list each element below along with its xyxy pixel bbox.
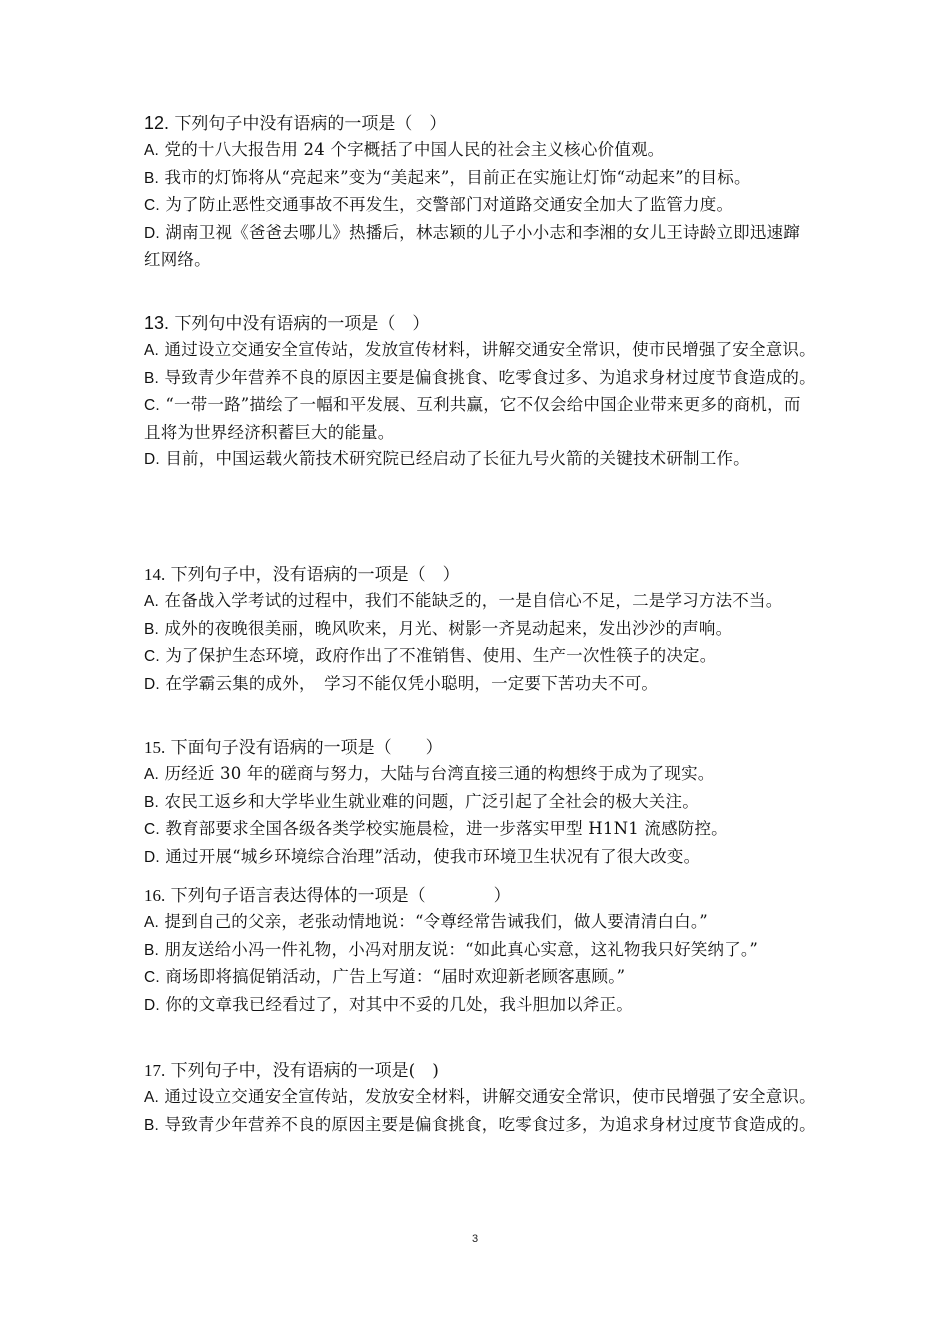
option-d xyxy=(144,446,816,474)
question-number: 15. xyxy=(144,738,166,757)
option-d xyxy=(144,992,816,1020)
question-title xyxy=(144,883,816,909)
question-12 xyxy=(144,110,816,274)
option-b xyxy=(144,1112,816,1140)
option-text: 成外的夜晚很美丽，晚风吹来，月光、树影一齐晃动起来，发出沙沙的声响。 xyxy=(164,618,733,638)
option-text: 历经近 30 年的磋商与努力，大陆与台湾直接三通的构想终于成为了现实。 xyxy=(164,764,715,783)
option-a xyxy=(144,1084,816,1112)
option-d xyxy=(144,220,816,274)
question-17 xyxy=(144,1058,816,1139)
option-text: 教育部要求全国各级各类学校实施晨检，进一步落实甲型 H1N1 流感防控。 xyxy=(165,819,728,838)
option-b xyxy=(144,789,816,817)
option-label: B. xyxy=(144,169,160,187)
option-text: “一带一路”描绘了一幅和平发展、互利共赢，它不仅会给中国企业带来更多的商机，而且将为世界经济积蓄巨大的能量。 xyxy=(144,395,801,442)
question-prompt: 下列句子语言表达得体的一项是（ ） xyxy=(170,886,511,906)
question-prompt: 下列句子中，没有语病的一项是（ ） xyxy=(170,565,460,585)
option-a xyxy=(144,909,816,937)
question-title xyxy=(144,310,816,337)
question-title xyxy=(144,562,816,588)
page-number: 3 xyxy=(471,1233,479,1245)
option-text: 商场即将搞促销活动，广告上写道：“届时欢迎新老顾客惠顾。” xyxy=(165,967,626,986)
option-label: D. xyxy=(144,451,160,468)
option-label: C. xyxy=(144,969,160,986)
option-label: B. xyxy=(144,941,160,959)
option-label: A. xyxy=(144,142,160,159)
option-label: B. xyxy=(144,369,160,387)
option-label: D. xyxy=(144,224,160,242)
option-label: A. xyxy=(144,342,160,359)
option-text: 导致青少年营养不良的原因主要是偏食挑食，吃零食过多，为追求身材过度节食造成的。 xyxy=(164,1114,816,1134)
option-a xyxy=(144,137,816,165)
option-label: C. xyxy=(144,397,160,414)
option-label: A. xyxy=(144,1089,160,1106)
question-title xyxy=(144,735,816,761)
option-a xyxy=(144,337,816,365)
question-prompt: 下列句中没有语病的一项是（ ） xyxy=(174,314,430,334)
question-number: 16. xyxy=(144,886,166,905)
option-text: 目前，中国运载火箭技术研究院已经启动了长征九号火箭的关键技术研制工作。 xyxy=(165,449,750,468)
option-text: 通过设立交通安全宣传站，发放宣传材料，讲解交通安全常识，使市民增强了安全意识。 xyxy=(164,340,816,359)
option-text: 通过设立交通安全宣传站，发放安全材料，讲解交通安全常识，使市民增强了安全意识。 xyxy=(164,1087,816,1106)
question-13 xyxy=(144,310,816,474)
question-prompt: 下面句子没有语病的一项是（ ） xyxy=(170,738,443,758)
option-a xyxy=(144,761,816,789)
option-b xyxy=(144,937,816,965)
option-text: 湖南卫视《爸爸去哪儿》热播后，林志颖的儿子小小志和李湘的女儿王诗龄立即迅速蹿红网络。 xyxy=(144,222,800,269)
option-label: C. xyxy=(144,648,160,665)
question-number: 17. xyxy=(144,1061,166,1080)
option-c xyxy=(144,964,816,992)
option-label: D. xyxy=(144,848,160,866)
option-text: 党的十八大报告用 24 个字概括了中国人民的社会主义核心价值观。 xyxy=(164,140,665,159)
question-15 xyxy=(144,735,816,871)
question-number: 14. xyxy=(144,565,166,584)
option-text: 农民工返乡和大学毕业生就业难的问题，广泛引起了全社会的极大关注。 xyxy=(164,791,699,811)
option-text: 我市的灯饰将从“亮起来”变为“美起来”，目前正在实施让灯饰“动起来”的目标。 xyxy=(164,167,751,187)
option-text: 在备战入学考试的过程中，我们不能缺乏的，一是自信心不足，二是学习方法不当。 xyxy=(164,591,783,610)
option-text: 朋友送给小冯一件礼物，小冯对朋友说：“如此真心实意，这礼物我只好笑纳了。” xyxy=(164,939,759,959)
option-text: 你的文章我已经看过了，对其中不妥的几处，我斗胆加以斧正。 xyxy=(165,994,633,1014)
option-b xyxy=(144,365,816,393)
option-c xyxy=(144,643,816,671)
option-label: C. xyxy=(144,821,160,838)
option-a xyxy=(144,588,816,616)
option-label: A. xyxy=(144,593,160,610)
question-prompt: 下列句子中，没有语病的一项是( ) xyxy=(170,1061,439,1081)
option-b xyxy=(144,616,816,644)
option-text: 为了防止恶性交通事故不再发生，交警部门对道路交通安全加大了监管力度。 xyxy=(165,195,734,214)
option-label: B. xyxy=(144,1116,160,1134)
option-text: 为了保护生态环境，政府作出了不准销售、使用、生产一次性筷子的决定。 xyxy=(165,646,717,665)
question-title xyxy=(144,1058,816,1084)
option-text: 通过开展“城乡环境综合治理”活动，使我市环境卫生状况有了很大改变。 xyxy=(165,846,701,866)
option-text: 导致青少年营养不良的原因主要是偏食挑食、吃零食过多、为追求身材过度节食造成的。 xyxy=(164,367,816,387)
option-label: B. xyxy=(144,793,160,811)
option-label: D. xyxy=(144,675,160,693)
option-c xyxy=(144,192,816,220)
option-c xyxy=(144,816,816,844)
option-label: B. xyxy=(144,620,160,638)
question-16 xyxy=(144,883,816,1019)
option-text: 在学霸云集的成外， 学习不能仅凭小聪明，一定要下苦功夫不可。 xyxy=(165,673,659,693)
question-title xyxy=(144,110,816,137)
option-label: D. xyxy=(144,996,160,1014)
option-d xyxy=(144,844,816,872)
option-text: 提到自己的父亲，老张动情地说：“令尊经常告诫我们，做人要清清白白。” xyxy=(164,912,708,931)
option-label: A. xyxy=(144,914,160,931)
option-label: A. xyxy=(144,766,160,783)
question-number: 13. xyxy=(144,313,170,333)
option-d xyxy=(144,671,816,699)
option-b xyxy=(144,165,816,193)
question-number: 12. xyxy=(144,113,170,133)
option-label: C. xyxy=(144,197,160,214)
question-prompt: 下列句子中没有语病的一项是（ ） xyxy=(174,114,447,134)
option-c xyxy=(144,392,816,446)
question-14 xyxy=(144,562,816,698)
